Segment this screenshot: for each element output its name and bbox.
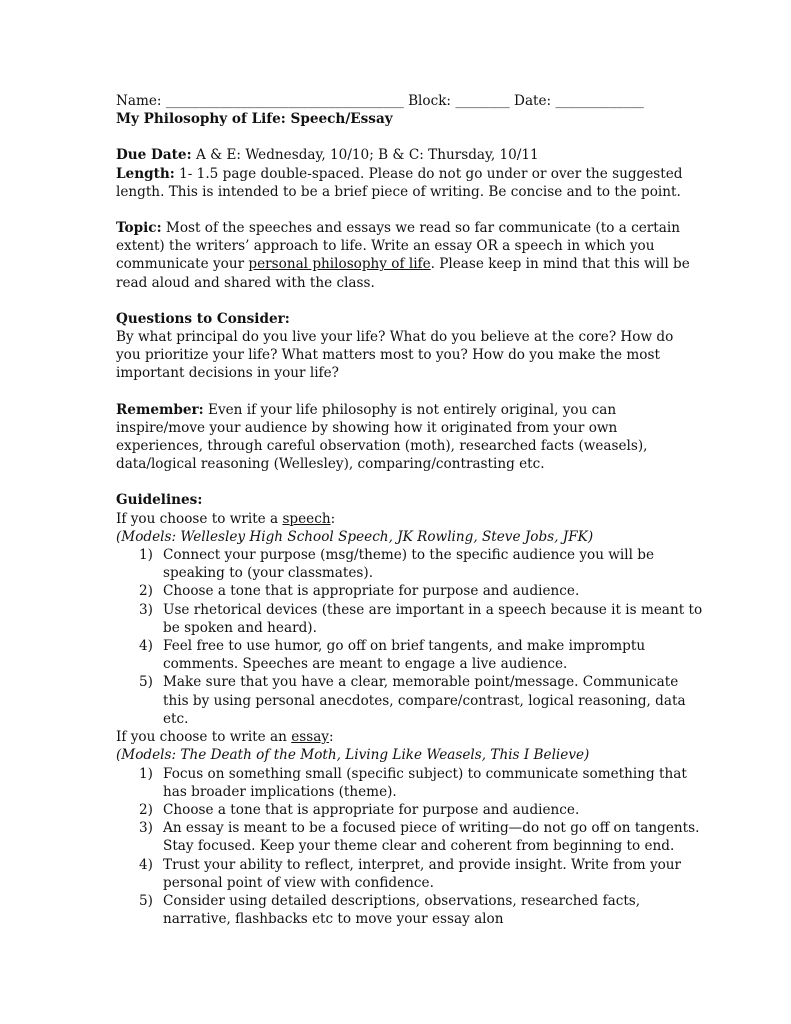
personal-philosophy-underlined: personal philosophy of life <box>248 256 431 273</box>
date-blank: _____________ <box>555 93 644 109</box>
list-item-line: Make sure that you have a clear, memorable point/message. Communicate <box>163 674 679 691</box>
questions-line-1: By what principal do you live your life? What do you believe at the core? How do <box>116 329 674 346</box>
topic-text-1: Most of the speeches and essays we read so far communicate (to a certain <box>165 220 680 237</box>
topic-line-3 <box>116 255 691 273</box>
list-item-line: has broader implications (theme). <box>163 783 397 800</box>
list-number: 2) <box>139 583 153 600</box>
header-fields-line <box>116 92 691 110</box>
document-page <box>116 92 703 928</box>
list-item-line: Feel free to use humor, go off on brief tangents, and make impromptu <box>163 638 646 655</box>
essay-underlined: essay <box>291 729 329 746</box>
due-date-label: Due Date: <box>116 147 192 164</box>
list-item-line: etc. <box>163 710 189 727</box>
essay-intro <box>116 728 691 746</box>
list-item <box>116 801 691 819</box>
list-item-line: narrative, flashbacks etc to move your essay alon <box>163 911 504 928</box>
list-number: 5) <box>139 892 153 909</box>
speech-intro-colon: : <box>330 510 336 527</box>
topic-line-2: extent) the writers’ approach to life. Write an essay OR a speech in which you <box>116 238 655 255</box>
guidelines-heading: Guidelines: <box>116 492 203 509</box>
list-item-line: Trust your ability to reflect, interpret, and provide insight. Write from your <box>163 856 682 873</box>
remember-label: Remember: <box>116 401 204 418</box>
length-text-1: 1- 1.5 page double-spaced. Please do not go under or over the suggested <box>179 165 683 182</box>
name-blank: ___________________________________ <box>165 93 404 109</box>
length-label: Length: <box>116 165 175 182</box>
list-number: 1) <box>139 765 153 782</box>
list-item <box>116 856 691 892</box>
list-item-line: An essay is meant to be a focused piece of writing—do not go off on tangents. <box>163 820 700 837</box>
list-item-line: be spoken and heard). <box>163 619 317 636</box>
block-label: Block: <box>408 93 452 109</box>
length-line-2: length. This is intended to be a brief piece of writing. Be concise and to the point. <box>116 183 681 200</box>
list-number: 2) <box>139 801 153 818</box>
list-item-line: Stay focused. Keep your theme clear and coherent from beginning to end. <box>163 838 675 855</box>
length-line-1 <box>116 165 691 183</box>
questions-line-2: you prioritize your life? What matters most to you? How do you make the most <box>116 347 660 364</box>
list-item <box>116 546 691 582</box>
list-item-line: Choose a tone that is appropriate for purpose and audience. <box>163 801 580 818</box>
due-date-line <box>116 146 691 164</box>
list-number: 3) <box>139 820 153 837</box>
speech-guideline-list <box>116 546 703 728</box>
due-date-text: A & E: Wednesday, 10/10; B & C: Thursday, 10/11 <box>195 147 539 164</box>
list-item-line: personal point of view with confidence. <box>163 874 434 891</box>
speech-intro-text: If you choose to write a <box>116 510 283 527</box>
topic-line-4: read aloud and shared with the class. <box>116 274 375 291</box>
essay-intro-text: If you choose to write an <box>116 729 292 746</box>
name-label: Name: <box>116 93 162 109</box>
remember-line-1 <box>116 401 691 419</box>
list-item-line: this by using personal anecdotes, compare/contrast, logical reasoning, data <box>163 692 686 709</box>
topic-text-3b: . Please keep in mind that this will be <box>430 256 690 273</box>
block-blank: ________ <box>455 93 510 109</box>
topic-text-3a: communicate your <box>116 256 249 273</box>
topic-label: Topic: <box>116 220 162 237</box>
questions-line-3: important decisions in your life? <box>116 365 339 382</box>
remember-line-3: experiences, through careful observation (moth), researched facts (weasels), <box>116 438 648 455</box>
remember-line-2: inspire/move your audience by showing how it originated from your own <box>116 419 618 436</box>
essay-intro-colon: : <box>328 729 334 746</box>
questions-heading: Questions to Consider: <box>116 310 290 327</box>
list-number: 4) <box>139 638 153 655</box>
list-item-line: Connect your purpose (msg/theme) to the specific audience you will be <box>163 547 655 564</box>
speech-intro <box>116 510 691 528</box>
list-number: 4) <box>139 856 153 873</box>
list-item <box>116 673 691 728</box>
list-number: 3) <box>139 601 153 618</box>
remember-text-1: Even if your life philosophy is not entirely original, you can <box>208 401 617 418</box>
topic-line-1 <box>116 219 691 237</box>
speech-underlined: speech <box>282 510 331 527</box>
date-label: Date: <box>514 93 552 109</box>
list-item <box>116 892 691 928</box>
speech-models: (Models: Wellesley High School Speech, JK Rowling, Steve Jobs, JFK) <box>116 528 594 545</box>
list-number: 1) <box>139 547 153 564</box>
list-item <box>116 819 700 855</box>
list-item <box>116 637 691 673</box>
list-item-line: comments. Speeches are meant to engage a live audience. <box>163 656 568 673</box>
list-item <box>116 601 703 637</box>
list-number: 5) <box>139 674 153 691</box>
list-item <box>116 582 691 600</box>
document-title: My Philosophy of Life: Speech/Essay <box>116 111 393 128</box>
remember-line-4: data/logical reasoning (Wellesley), comparing/contrasting etc. <box>116 456 545 473</box>
list-item-line: Use rhetorical devices (these are important in a speech because it is meant to <box>163 601 703 618</box>
list-item-line: Choose a tone that is appropriate for purpose and audience. <box>163 583 580 600</box>
list-item-line: Focus on something small (specific subject) to communicate something that <box>163 765 687 782</box>
list-item-line: Consider using detailed descriptions, observations, researched facts, <box>163 892 641 909</box>
essay-models: (Models: The Death of the Moth, Living Like Weasels, This I Believe) <box>116 747 590 764</box>
list-item-line: speaking to (your classmates). <box>163 565 374 582</box>
list-item <box>116 765 691 801</box>
essay-guideline-list <box>116 765 700 929</box>
